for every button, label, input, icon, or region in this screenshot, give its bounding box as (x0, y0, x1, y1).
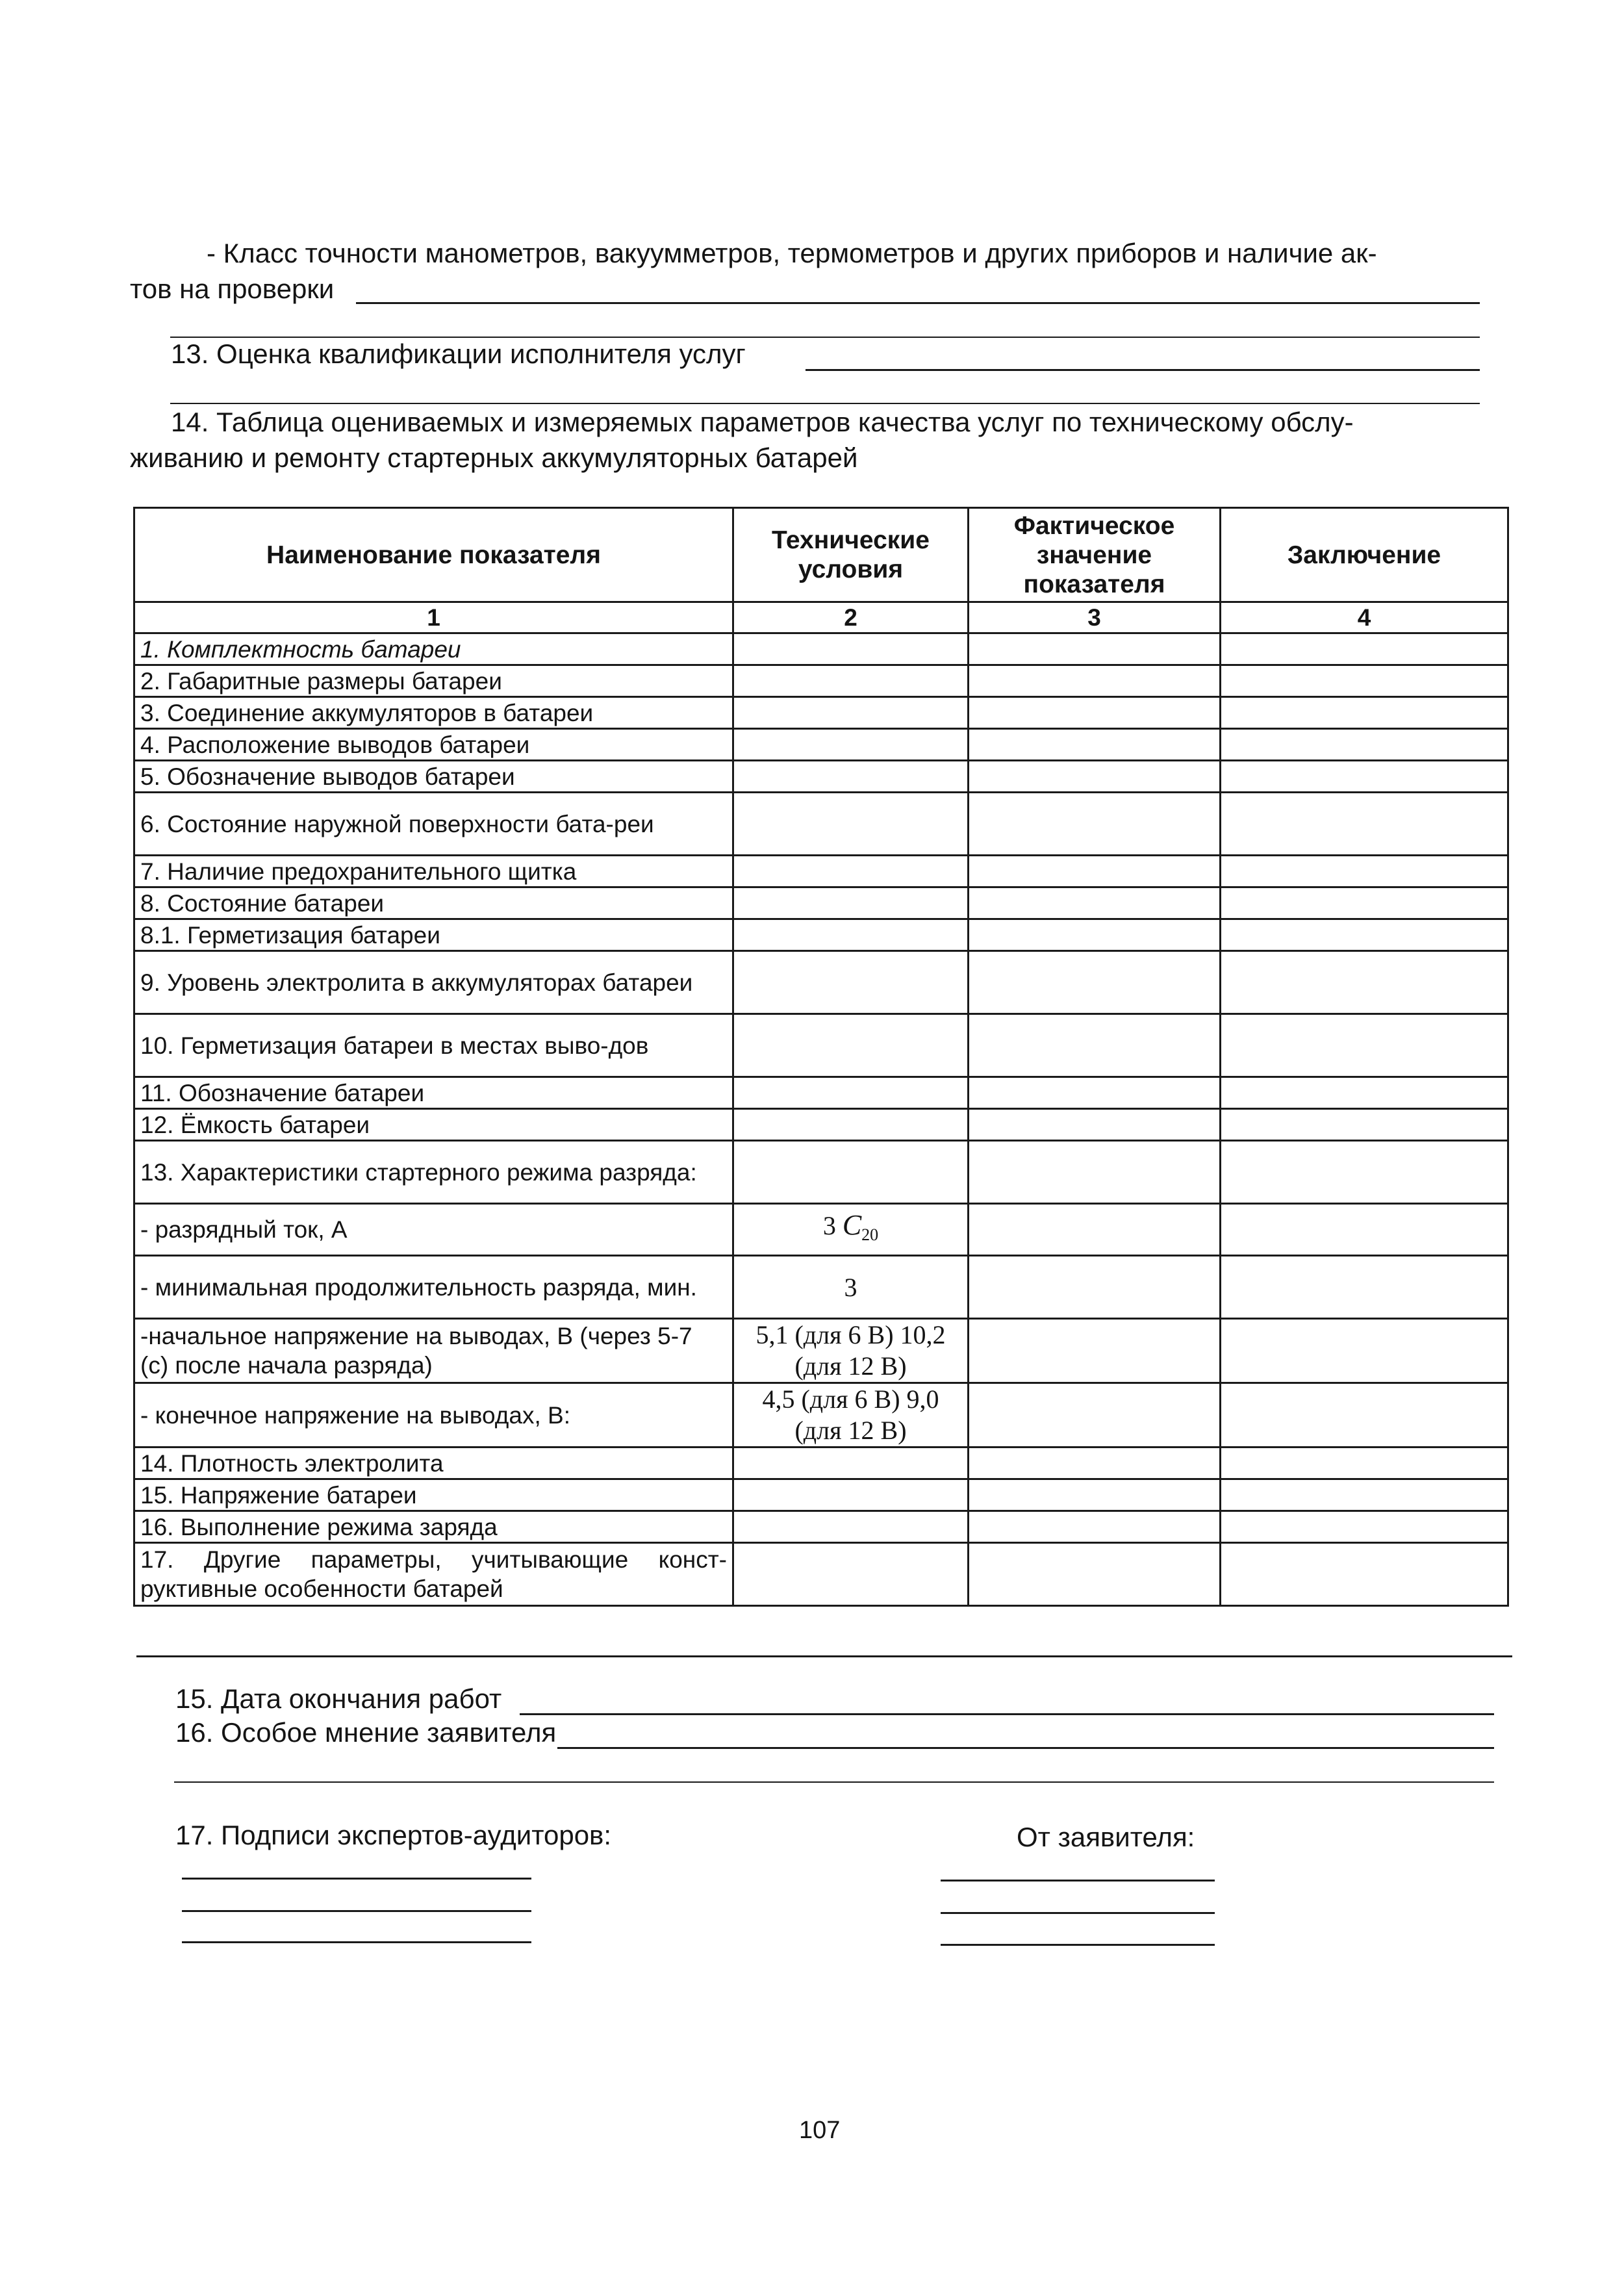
row-spec[interactable] (733, 1141, 969, 1204)
table-row (134, 729, 1508, 761)
row-spec[interactable] (733, 665, 969, 697)
row-name: 11. Обозначение батареи (134, 1077, 733, 1109)
section13-label: 13. Оценка квалификации исполнителя услуг (171, 338, 746, 369)
row-actual-value[interactable] (969, 665, 1221, 697)
table-column-number-row (134, 602, 1508, 633)
header-actual-value: Фактическое значение показателя (969, 508, 1221, 602)
column-number-1: 1 (134, 602, 733, 633)
section14-line1: 14. Таблица оцениваемых и измеряемых параметров качества услуг по техническому обслу- (171, 407, 1354, 437)
table-row (134, 793, 1508, 856)
spec-subscript: 20 (861, 1225, 879, 1244)
row-spec[interactable] (733, 1109, 969, 1141)
row-actual-value[interactable] (969, 1479, 1221, 1511)
section16-label: 16. Особое мнение заявителя (175, 1717, 557, 1748)
row-actual-value[interactable] (969, 919, 1221, 951)
row-spec[interactable] (733, 633, 969, 665)
row-actual-value[interactable] (969, 697, 1221, 729)
table-row (134, 1256, 1508, 1319)
row-conclusion[interactable] (1221, 1479, 1508, 1511)
row-actual-value[interactable] (969, 887, 1221, 919)
row-actual-value[interactable] (969, 1014, 1221, 1077)
row-spec[interactable] (733, 1014, 969, 1077)
row-conclusion[interactable] (1221, 697, 1508, 729)
fill-line-section12[interactable] (356, 302, 1480, 304)
row-actual-value[interactable] (969, 1109, 1221, 1141)
section15-label: 15. Дата окончания работ (175, 1683, 502, 1714)
header-indicator-name: Наименование показателя (134, 508, 733, 602)
row-conclusion[interactable] (1221, 1109, 1508, 1141)
row-name: 9. Уровень электролита в аккумуляторах батареи (134, 951, 733, 1014)
row-spec[interactable] (733, 1077, 969, 1109)
row-name: 17. Другие параметры, учитывающие конст-руктивные особенности батарей (134, 1543, 733, 1606)
row-conclusion[interactable] (1221, 729, 1508, 761)
row-name: - минимальная продолжительность разряда, мин. (134, 1256, 733, 1319)
row-name: 3. Соединение аккумуляторов в батареи (134, 697, 733, 729)
page-number: 107 (799, 2117, 841, 2144)
row-name: 8.1. Герметизация батареи (134, 919, 733, 951)
table-row (134, 1511, 1508, 1543)
row-actual-value[interactable] (969, 1319, 1221, 1383)
row-spec-discharge-current (733, 1204, 969, 1256)
row-conclusion[interactable] (1221, 665, 1508, 697)
row-conclusion[interactable] (1221, 887, 1508, 919)
table-row (134, 665, 1508, 697)
row-name: - разрядный ток, А (134, 1204, 733, 1256)
row-spec[interactable] (733, 1479, 969, 1511)
row-conclusion[interactable] (1221, 761, 1508, 793)
column-number-4: 4 (1221, 602, 1508, 633)
row-actual-value[interactable] (969, 1256, 1221, 1319)
row-spec: 3 (733, 1256, 969, 1319)
section14-line2: живанию и ремонту стартерных аккумуляторных батарей (130, 442, 858, 473)
separator-line (136, 1655, 1512, 1657)
row-spec[interactable] (733, 1448, 969, 1479)
fill-line-section13-extra[interactable] (170, 403, 1480, 404)
row-name: 13. Характеристики стартерного режима разряда: (134, 1141, 733, 1204)
column-number-2: 2 (733, 602, 969, 633)
row-name: - конечное напряжение на выводах, В: (134, 1383, 733, 1448)
row-actual-value[interactable] (969, 1141, 1221, 1204)
row-conclusion[interactable] (1221, 1077, 1508, 1109)
row-name: 15. Напряжение батареи (134, 1479, 733, 1511)
row-actual-value[interactable] (969, 856, 1221, 887)
table-row (134, 1109, 1508, 1141)
row-spec: 5,1 (для 6 В) 10,2 (для 12 В) (733, 1319, 969, 1383)
row-conclusion[interactable] (1221, 1448, 1508, 1479)
table-row (134, 1077, 1508, 1109)
row-spec[interactable] (733, 761, 969, 793)
column-number-3: 3 (969, 602, 1221, 633)
table-row (134, 1014, 1508, 1077)
row-spec[interactable] (733, 1543, 969, 1606)
header-conclusion: Заключение (1221, 508, 1508, 602)
row-actual-value[interactable] (969, 761, 1221, 793)
fill-line-section16-extra[interactable] (174, 1781, 1494, 1783)
table-row (134, 856, 1508, 887)
row-conclusion[interactable] (1221, 633, 1508, 665)
row-spec: 4,5 (для 6 В) 9,0 (для 12 В) (733, 1383, 969, 1448)
spec-prefix: 3 (822, 1210, 836, 1240)
row-actual-value[interactable] (969, 951, 1221, 1014)
quality-parameters-table (133, 507, 1509, 1607)
spec-variable: C (842, 1208, 862, 1241)
row-conclusion[interactable] (1221, 1256, 1508, 1319)
fill-line-section16[interactable] (557, 1747, 1494, 1749)
row-name: 2. Габаритные размеры батареи (134, 665, 733, 697)
row-actual-value[interactable] (969, 1077, 1221, 1109)
table-row (134, 1543, 1508, 1606)
row-actual-value[interactable] (969, 793, 1221, 856)
row-actual-value[interactable] (969, 729, 1221, 761)
row-name: 8. Состояние батареи (134, 887, 733, 919)
auditor-signature-line-3[interactable] (182, 1941, 531, 1943)
row-name: 4. Расположение выводов батареи (134, 729, 733, 761)
header-technical-conditions: Технические условия (733, 508, 969, 602)
row-conclusion[interactable] (1221, 1141, 1508, 1204)
applicant-label: От заявителя: (1017, 1822, 1195, 1852)
table-row (134, 919, 1508, 951)
applicant-signature-line-2[interactable] (941, 1912, 1215, 1914)
table-row (134, 1319, 1508, 1383)
row-spec[interactable] (733, 793, 969, 856)
row-conclusion[interactable] (1221, 1543, 1508, 1606)
row-spec[interactable] (733, 729, 969, 761)
section12-line2: тов на проверки (130, 274, 335, 304)
row-actual-value[interactable] (969, 1543, 1221, 1606)
row-actual-value[interactable] (969, 1383, 1221, 1448)
row-spec[interactable] (733, 856, 969, 887)
table-row (134, 1448, 1508, 1479)
row-name: 1. Комплектность батареи (134, 633, 733, 665)
row-name: 6. Состояние наружной поверхности бата-реи (134, 793, 733, 856)
row-spec[interactable] (733, 887, 969, 919)
row-conclusion[interactable] (1221, 1204, 1508, 1256)
row-spec[interactable] (733, 951, 969, 1014)
row-name: -начальное напряжение на выводах, В (через 5-7 (с) после начала разряда) (134, 1319, 733, 1383)
row-spec[interactable] (733, 1511, 969, 1543)
table-row (134, 633, 1508, 665)
row-conclusion[interactable] (1221, 1319, 1508, 1383)
auditor-signature-line-1[interactable] (182, 1878, 531, 1880)
applicant-signature-line-3[interactable] (941, 1944, 1215, 1946)
row-actual-value[interactable] (969, 633, 1221, 665)
table-row (134, 697, 1508, 729)
table-row (134, 951, 1508, 1014)
row-actual-value[interactable] (969, 1204, 1221, 1256)
table-row (134, 1204, 1508, 1256)
section12-line1: - Класс точности манометров, вакуумметров, термометров и других приборов и наличие ак- (207, 238, 1377, 268)
table-row (134, 1479, 1508, 1511)
section17-label: 17. Подписи экспертов-аудиторов: (175, 1820, 612, 1850)
table-header-row (134, 508, 1508, 602)
row-spec[interactable] (733, 919, 969, 951)
row-name: 5. Обозначение выводов батареи (134, 761, 733, 793)
row-name: 10. Герметизация батареи в местах выво-дов (134, 1014, 733, 1077)
row-conclusion[interactable] (1221, 919, 1508, 951)
table-row (134, 887, 1508, 919)
row-conclusion[interactable] (1221, 1014, 1508, 1077)
row-conclusion[interactable] (1221, 951, 1508, 1014)
row-conclusion[interactable] (1221, 793, 1508, 856)
row-conclusion[interactable] (1221, 1511, 1508, 1543)
fill-line-section15[interactable] (520, 1713, 1494, 1715)
table-row (134, 1141, 1508, 1204)
row-actual-value[interactable] (969, 1448, 1221, 1479)
fill-line-section13[interactable] (806, 369, 1480, 371)
row-conclusion[interactable] (1221, 1383, 1508, 1448)
table-row (134, 1383, 1508, 1448)
row-spec[interactable] (733, 697, 969, 729)
table-row (134, 761, 1508, 793)
row-name: 12. Ёмкость батареи (134, 1109, 733, 1141)
row-actual-value[interactable] (969, 1511, 1221, 1543)
auditor-signature-line-2[interactable] (182, 1910, 531, 1912)
applicant-signature-line-1[interactable] (941, 1880, 1215, 1881)
row-conclusion[interactable] (1221, 856, 1508, 887)
row-name: 16. Выполнение режима заряда (134, 1511, 733, 1543)
row-name: 7. Наличие предохранительного щитка (134, 856, 733, 887)
row-name: 14. Плотность электролита (134, 1448, 733, 1479)
